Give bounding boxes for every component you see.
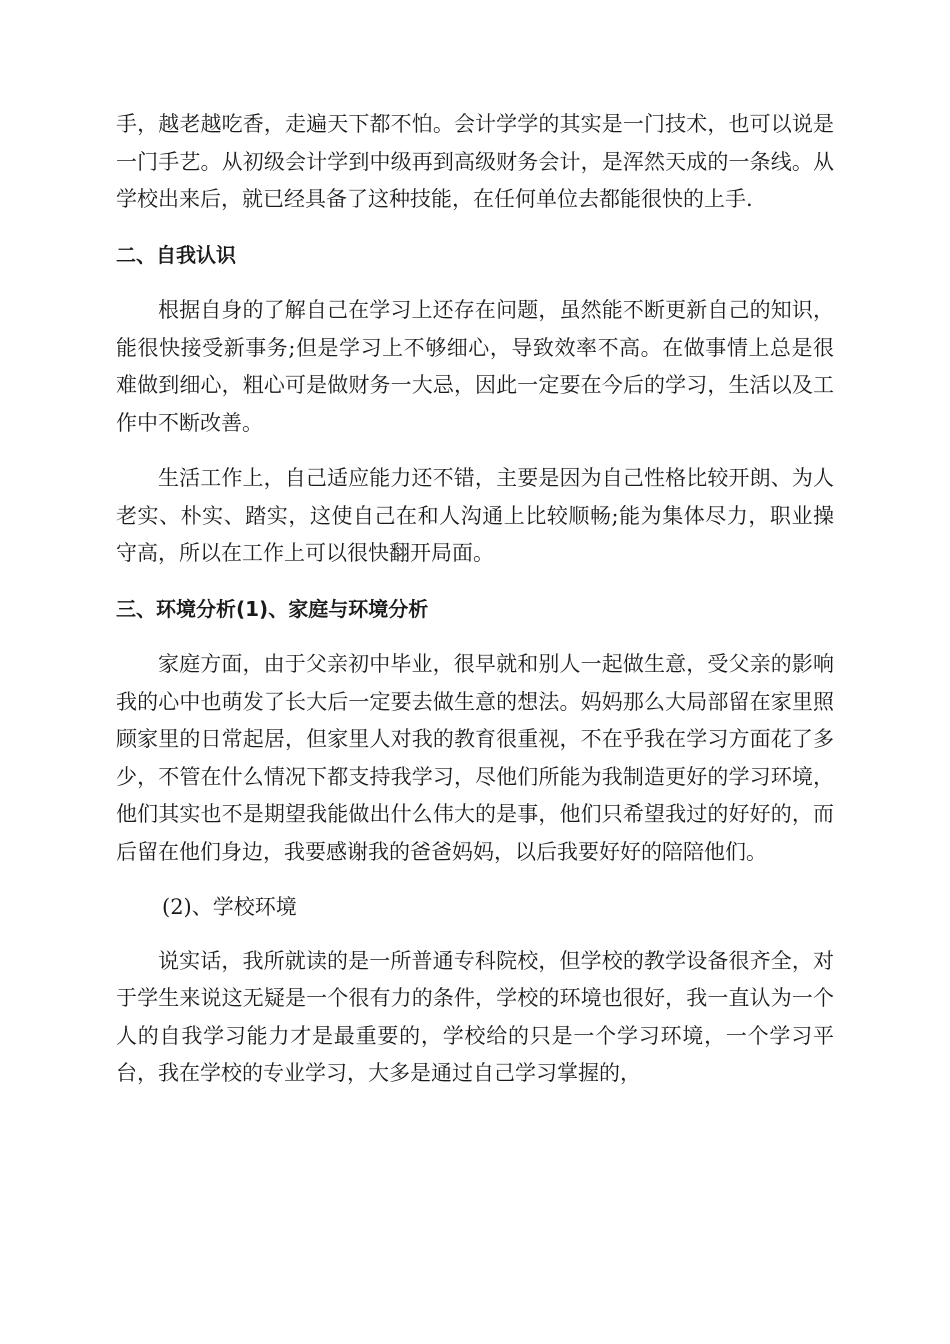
- paragraph-school: 说实话，我所就读的是一所普通专科院校，但学校的教学设备很齐全，对于学生来说这无疑是一个很有力的条件，学校的环境也很好，我一直认为一个人的自我学习能力才是最重要的，学校给的只是一个学习环境，一个学习平台，我在学校的专业学习，大多是通过自己学习掌握的，: [116, 948, 834, 1085]
- paragraph-life-work: 生活工作上，自己适应能力还不错，主要是因为自己性格比较开朗、为人老实、朴实、踏实，这使自己在和人沟通上比较顺畅;能为集体尽力，职业操守高，所以在工作上可以很快翻开局面。: [116, 466, 834, 565]
- paragraph-learning: 根据自身的了解自己在学习上还存在问题，虽然能不断更新自己的知识，能很快接受新事务;但是学习上不够细心，导致效率不高。在做事情上总是很难做到细心，粗心可是做财务一大忌，因此一定要在今后的学习，生活以及工作中不断改善。: [116, 298, 834, 435]
- paragraph-family: 家庭方面，由于父亲初中毕业，很早就和别人一起做生意，受父亲的影响我的心中也萌发了长大后一定要去做生意的想法。妈妈那么大局部留在家里照顾家里的日常起居，但家里人对我的教育很重视，不在乎我在学习方面花了多少，不管在什么情况下都支持我学习，尽他们所能为我制造更好的学习环境，他们其实也不是期望我能做出什么伟大的是事，他们只希望我过的好好的，而后留在他们身边，我要感谢我的爸爸妈妈，以后我要好好的陪陪他们。: [116, 652, 834, 864]
- paragraph-continuation: 手，越老越吃香，走遍天下都不怕。会计学学的其实是一门技术，也可以说是一门手艺。从初级会计学到中级再到高级财务会计，是浑然天成的一条线。从学校出来后，就已经具备了这种技能，在任何单位去都能很快的上手.: [116, 112, 834, 211]
- section-heading-environment: 三、环境分析(1)、家庭与环境分析: [116, 596, 429, 621]
- subheading-school-environment: (2)、学校环境: [162, 895, 297, 919]
- section-heading-self-awareness: 二、自我认识: [116, 242, 236, 267]
- document-body: [116, 106, 834, 1111]
